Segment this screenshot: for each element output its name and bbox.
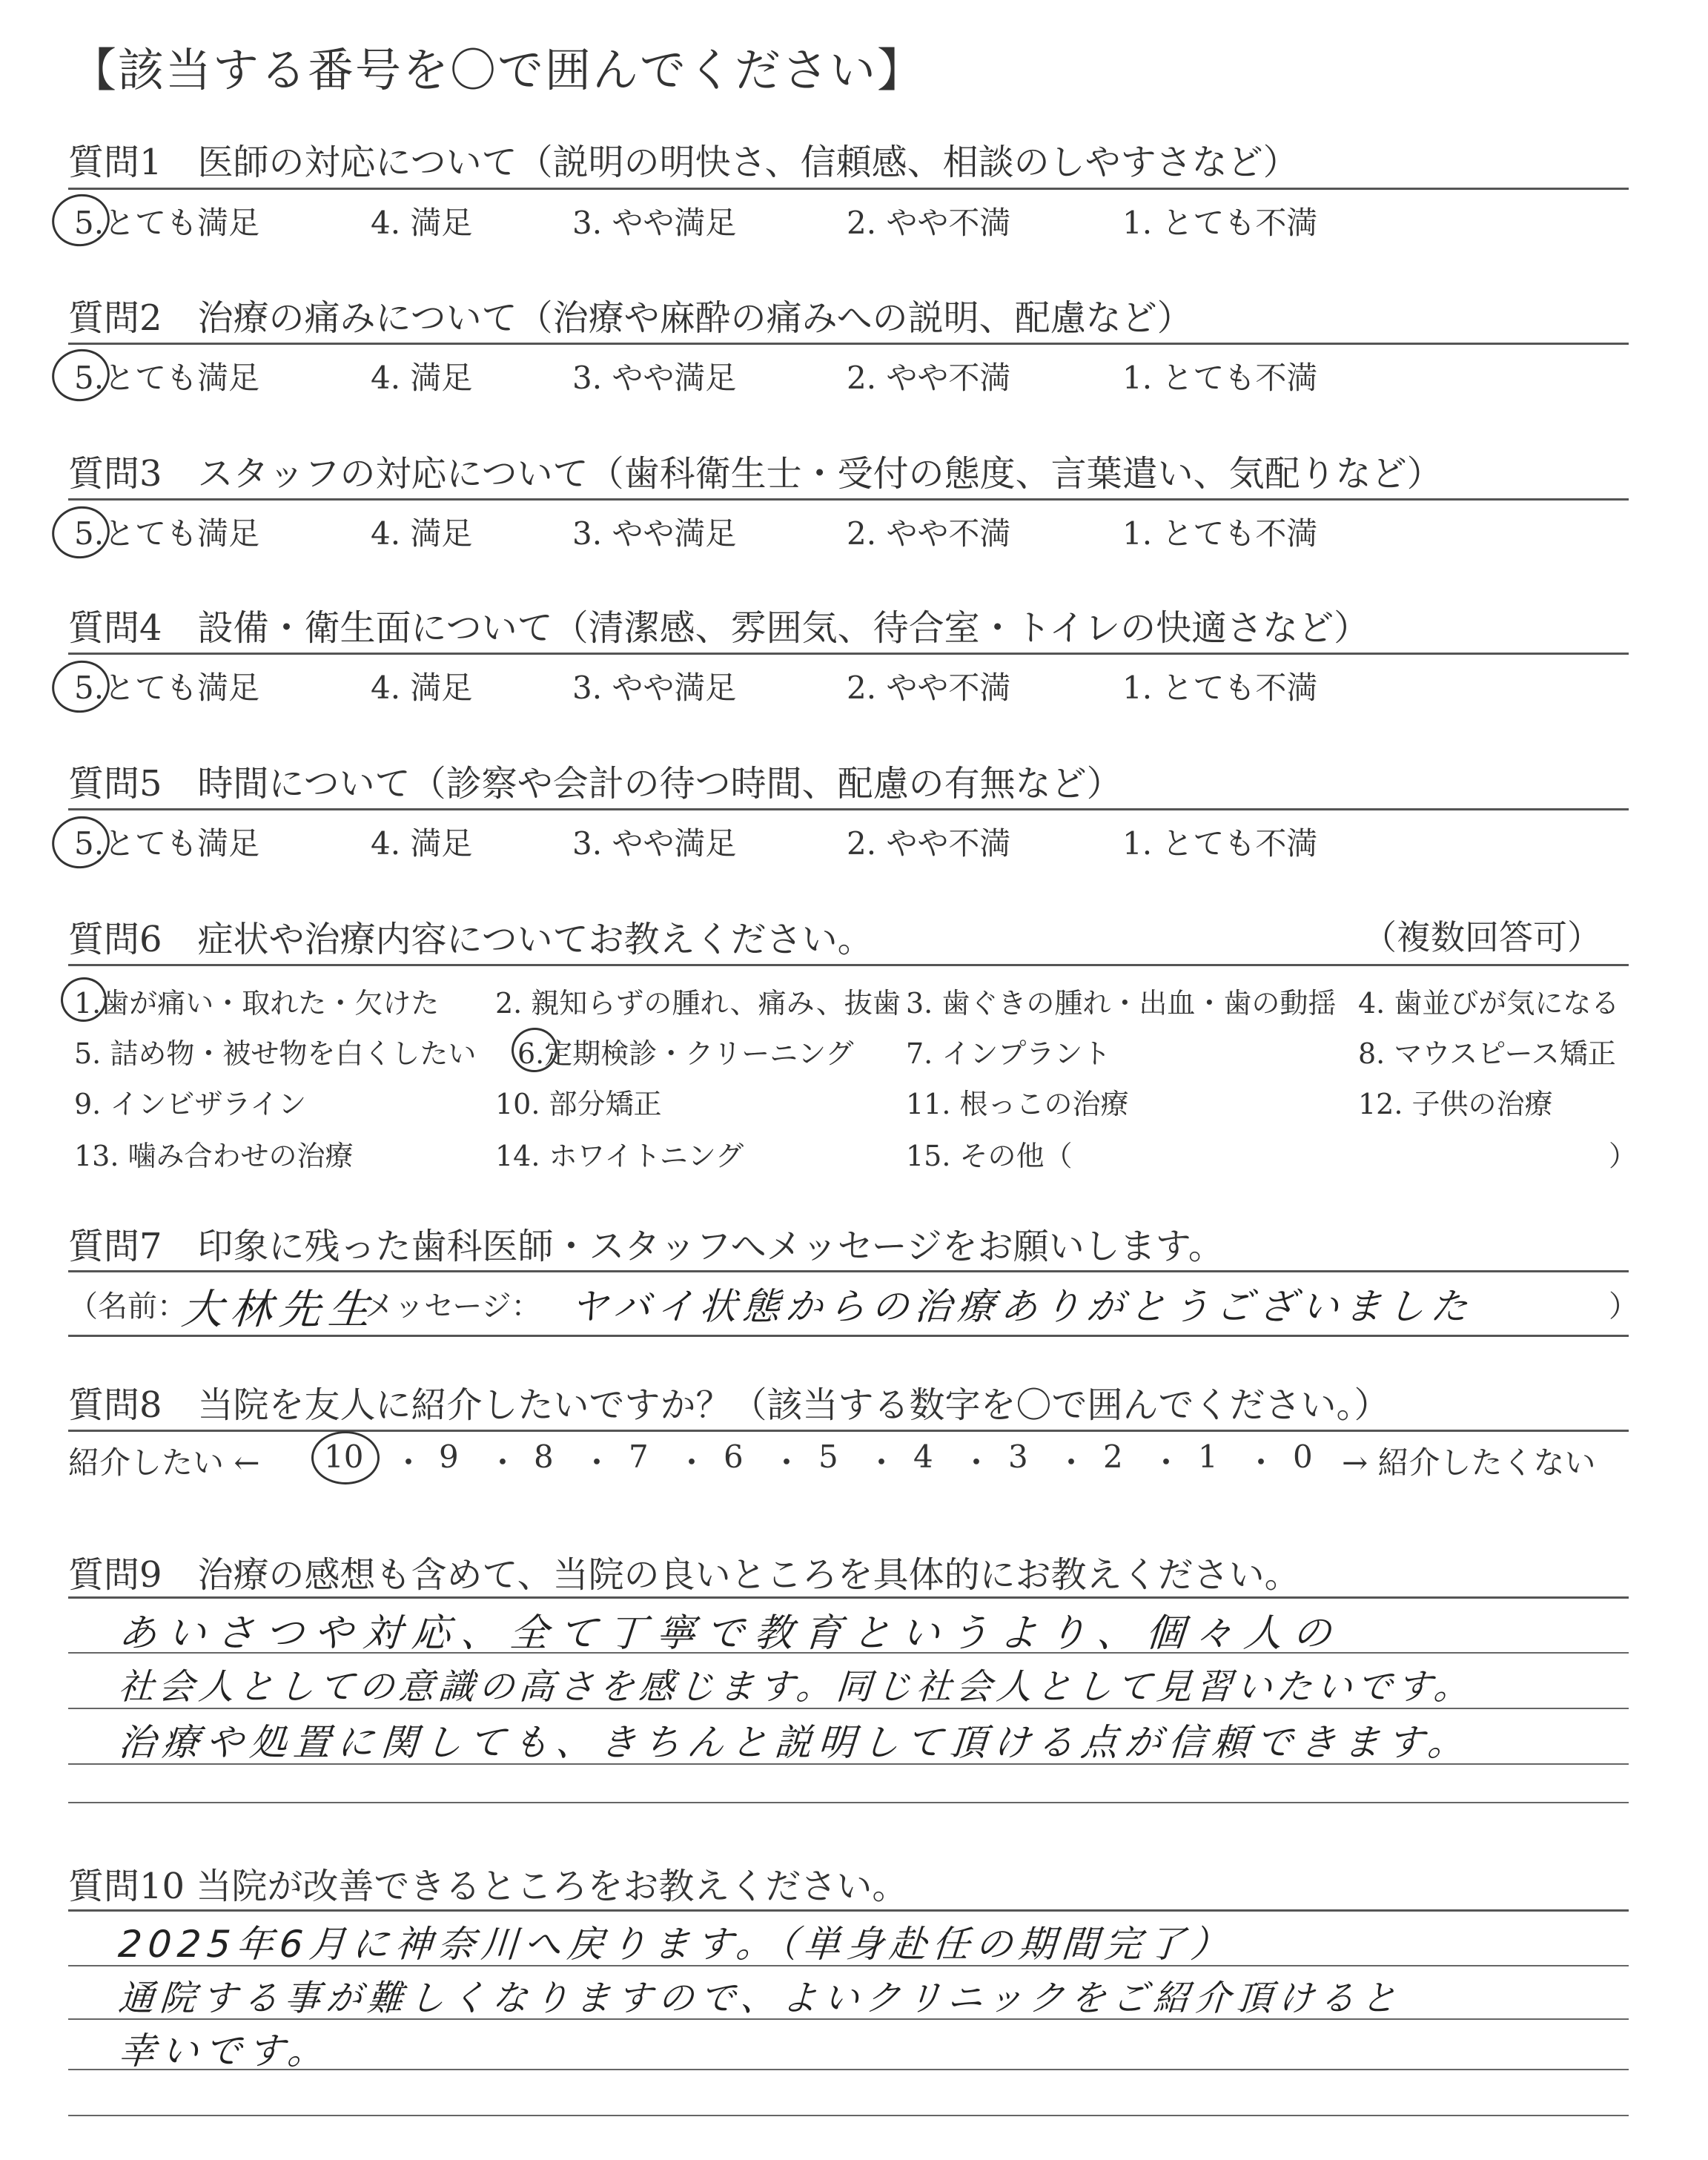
option-3[interactable]: 3. やや満足 bbox=[572, 205, 737, 241]
option-1[interactable]: 1. とても不満 bbox=[1122, 360, 1318, 396]
scale-value[interactable]: 4 bbox=[913, 1439, 933, 1475]
option-2[interactable]: 2. やや不満 bbox=[847, 205, 1011, 241]
option-4[interactable]: 4. 満足 bbox=[371, 825, 473, 862]
handwritten-message: ヤバイ状態からの治療ありがとうございました bbox=[569, 1285, 1475, 1328]
scale-left-label: 紹介したい ← bbox=[68, 1444, 260, 1481]
scale-value[interactable]: 9 bbox=[439, 1439, 459, 1475]
option-3[interactable]: 3. やや満足 bbox=[572, 515, 737, 552]
category-item[interactable]: 2. 親知らずの腫れ、痛み、抜歯 bbox=[495, 987, 901, 1020]
option-5[interactable]: 5.とても満足 bbox=[74, 515, 260, 552]
scale-value[interactable]: 8 bbox=[534, 1439, 554, 1475]
option-1[interactable]: 1. とても不満 bbox=[1122, 515, 1318, 552]
scale-dot: ・ bbox=[676, 1444, 708, 1481]
category-item[interactable]: 14. ホワイトニング bbox=[495, 1140, 744, 1172]
option-4[interactable]: 4. 満足 bbox=[371, 515, 473, 552]
scale-dot: ・ bbox=[393, 1444, 425, 1481]
message-label: メッセージ： bbox=[365, 1289, 541, 1324]
category-item[interactable]: 3. 歯ぐきの腫れ・出血・歯の動揺 bbox=[906, 987, 1337, 1020]
category-item[interactable]: 10. 部分矯正 bbox=[495, 1088, 662, 1120]
scale-dot: ・ bbox=[961, 1444, 993, 1481]
scale-dot: ・ bbox=[1056, 1444, 1088, 1481]
option-1[interactable]: 1. とても不満 bbox=[1122, 670, 1318, 706]
option-2[interactable]: 2. やや不満 bbox=[847, 360, 1011, 396]
question-10-title: 質問10 当院が改善できるところをお教えください。 bbox=[68, 1866, 908, 1907]
question-1-title: 質問1 医師の対応について（説明の明快さ、信頼感、相談のしやすさなど） bbox=[68, 142, 1299, 183]
answer-line bbox=[68, 1802, 1629, 1803]
option-3[interactable]: 3. やや満足 bbox=[572, 670, 737, 706]
multiple-answer-note: （複数回答可） bbox=[1363, 917, 1601, 957]
selection-circle bbox=[311, 1431, 380, 1484]
category-item[interactable]: 4. 歯並びが気になる bbox=[1358, 987, 1620, 1020]
question-2-options bbox=[68, 354, 1625, 398]
option-2[interactable]: 2. やや不満 bbox=[847, 670, 1011, 706]
question-5-rule bbox=[68, 808, 1629, 810]
category-item[interactable]: 12. 子供の治療 bbox=[1358, 1088, 1553, 1120]
question-8-title: 質問8 当院を友人に紹介したいですか？（該当する数字を〇で囲んでください。） bbox=[68, 1384, 1390, 1426]
handwritten-answer-line: 社会人としての意識の高さを感じます。同じ社会人として見習いたいです。 bbox=[116, 1666, 1475, 1708]
question-1-rule bbox=[68, 188, 1629, 190]
question-5-options bbox=[68, 819, 1625, 864]
question-3-rule bbox=[68, 498, 1629, 501]
category-item-close: ） bbox=[1609, 1140, 1638, 1172]
category-item[interactable]: 15. その他（ bbox=[906, 1140, 1073, 1172]
option-5[interactable]: 5.とても満足 bbox=[74, 825, 260, 862]
name-label: （名前： bbox=[68, 1289, 187, 1324]
category-item[interactable]: 6.定期検診・クリーニング bbox=[517, 1037, 854, 1070]
scale-value[interactable]: 5 bbox=[818, 1439, 838, 1475]
question-9-title: 質問9 治療の感想も含めて、当院の良いところを具体的にお教えください。 bbox=[68, 1554, 1300, 1596]
scale-value[interactable]: 7 bbox=[629, 1439, 649, 1475]
category-item[interactable]: 13. 噛み合わせの治療 bbox=[74, 1140, 354, 1172]
scale-value[interactable]: 1 bbox=[1198, 1439, 1218, 1475]
handwritten-answer-line: 通院する事が難しくなりますので、よいクリニックをご紹介頂けると bbox=[116, 1978, 1404, 2019]
question-6-title: 質問6 症状や治療内容についてお教えください。 bbox=[68, 919, 873, 960]
question-6-rule bbox=[68, 964, 1629, 966]
question-3-options bbox=[68, 509, 1625, 554]
option-4[interactable]: 4. 満足 bbox=[371, 205, 473, 241]
category-item[interactable]: 8. マウスピース矯正 bbox=[1358, 1037, 1616, 1070]
option-5[interactable]: 5.とても満足 bbox=[74, 205, 260, 241]
handwritten-answer-line: 2025年6月に神奈川へ戻ります。（単身赴任の期間完了） bbox=[116, 1923, 1235, 1966]
category-item[interactable]: 7. インプラント bbox=[906, 1037, 1111, 1070]
question-4-options bbox=[68, 664, 1625, 708]
scale-value[interactable]: 3 bbox=[1008, 1439, 1028, 1475]
option-3[interactable]: 3. やや満足 bbox=[572, 825, 737, 862]
message-close: ） bbox=[1609, 1289, 1638, 1324]
question-7-title: 質問7 印象に残った歯科医師・スタッフへメッセージをお願いします。 bbox=[68, 1226, 1224, 1267]
question-1-options bbox=[68, 199, 1625, 243]
option-1[interactable]: 1. とても不満 bbox=[1122, 825, 1318, 862]
category-item[interactable]: 1.歯が痛い・取れた・欠けた bbox=[74, 987, 440, 1020]
category-item[interactable]: 5. 詰め物・被せ物を白くしたい bbox=[74, 1037, 477, 1070]
scale-value[interactable]: 2 bbox=[1103, 1439, 1123, 1475]
question-3-title: 質問3 スタッフの対応について（歯科衛生士・受付の態度、言葉遣い、気配りなど） bbox=[68, 453, 1443, 495]
question-2-rule bbox=[68, 343, 1629, 345]
category-item[interactable]: 9. インビザライン bbox=[74, 1088, 307, 1120]
scale-value[interactable]: 6 bbox=[724, 1439, 744, 1475]
scale-dot: ・ bbox=[1245, 1444, 1277, 1481]
option-1[interactable]: 1. とても不満 bbox=[1122, 205, 1318, 241]
option-4[interactable]: 4. 満足 bbox=[371, 670, 473, 706]
question-4-title: 質問4 設備・衛生面について（清潔感、雰囲気、待合室・トイレの快適さなど） bbox=[68, 607, 1370, 649]
question-2-title: 質問2 治療の痛みについて（治療や麻酔の痛みへの説明、配慮など） bbox=[68, 297, 1193, 339]
option-5[interactable]: 5.とても満足 bbox=[74, 670, 260, 706]
category-item[interactable]: 11. 根っこの治療 bbox=[906, 1088, 1129, 1120]
option-5[interactable]: 5.とても満足 bbox=[74, 360, 260, 396]
form-header: 【該当する番号を〇で囲んでください】 bbox=[70, 43, 925, 97]
question-7-bottom-rule bbox=[68, 1335, 1629, 1337]
handwritten-answer-line: 幸いです。 bbox=[116, 2029, 332, 2073]
question-9-rule bbox=[68, 1596, 1629, 1599]
handwritten-answer-line: 治療や処置に関しても、きちんと説明して頂ける点が信頼できます。 bbox=[116, 1721, 1473, 1764]
question-7-rule bbox=[68, 1270, 1629, 1272]
handwritten-answer-line: あいさつや対応、全て丁寧で教育というより、個々人の bbox=[116, 1611, 1343, 1656]
question-4-rule bbox=[68, 653, 1629, 655]
scale-dot: ・ bbox=[1151, 1444, 1182, 1481]
scale-dot: ・ bbox=[487, 1444, 519, 1481]
scale-dot: ・ bbox=[866, 1444, 898, 1481]
option-2[interactable]: 2. やや不満 bbox=[847, 825, 1011, 862]
question-10-rule bbox=[68, 1909, 1629, 1912]
scale-right-label: → 紹介したくない bbox=[1342, 1444, 1596, 1481]
scale-value[interactable]: 10 bbox=[324, 1439, 364, 1475]
scale-value[interactable]: 0 bbox=[1293, 1439, 1313, 1475]
option-3[interactable]: 3. やや満足 bbox=[572, 360, 737, 396]
scale-dot: ・ bbox=[581, 1444, 613, 1481]
handwritten-name: 大林先生 bbox=[179, 1286, 379, 1334]
scale-dot: ・ bbox=[771, 1444, 803, 1481]
question-5-title: 質問5 時間について（診察や会計の待つ時間、配慮の有無など） bbox=[68, 763, 1122, 805]
option-4[interactable]: 4. 満足 bbox=[371, 360, 473, 396]
option-2[interactable]: 2. やや不満 bbox=[847, 515, 1011, 552]
answer-line bbox=[68, 2115, 1629, 2116]
question-8-rule bbox=[68, 1430, 1629, 1432]
